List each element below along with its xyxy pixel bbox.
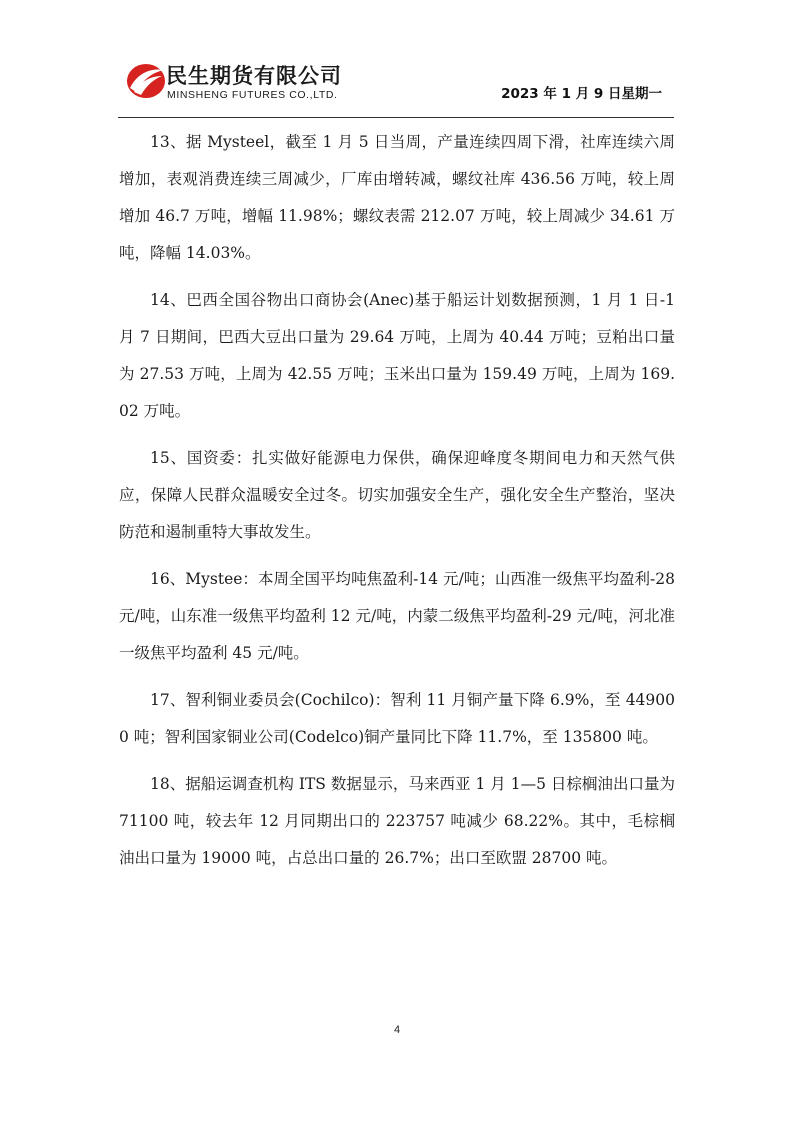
company-logo: [124, 58, 364, 104]
news-item-14: 14、巴西全国谷物出口商协会(Anec)基于船运计划数据预测，1 月 1 日-1 月 7 日期间，巴西大豆出口量为 29.64 万吨，上周为 40.44 万吨；豆粕出口量为 27.53 万吨，上周为 42.55 万吨；玉米出口量为 159.49 万吨，上周为 169.02 万吨。: [119, 291, 675, 420]
page-header: [118, 52, 674, 118]
company-name-en: MINSHENG FUTURES CO.,LTD.: [167, 89, 338, 101]
news-item-17: 17、智利铜业委员会(Cochilco)：智利 11 月铜产量下降 6.9%，至 449000 吨；智利国家铜业公司(Codelco)铜产量同比下降 11.7%，至 135800 吨。: [119, 691, 675, 746]
news-content: [119, 124, 675, 887]
news-item-18: 18、据船运调查机构 ITS 数据显示，马来西亚 1 月 1—5 日棕榈油出口量为 71100 吨，较去年 12 月同期出口的 223757 吨减少 68.22%。其中，毛棕榈油出口量为 19000 吨，占总出口量的 26.7%；出口至欧盟 28700 吨。: [119, 775, 675, 867]
minsheng-logo-icon: [124, 58, 168, 102]
company-name-cn: 民生期货有限公司: [166, 64, 342, 88]
news-item-13: 13、据 Mysteel，截至 1 月 5 日当周，产量连续四周下滑，社库连续六周增加，表观消费连续三周减少，厂库由增转减，螺纹社库 436.56 万吨，较上周增加 46.7 万吨，增幅 11.98%；螺纹表需 212.07 万吨，较上周减少 34.61 万吨，降幅 14.03%。: [119, 133, 675, 262]
report-date: 2023 年 1 月 9 日星期一: [501, 86, 662, 102]
news-item-15: 15、国资委：扎实做好能源电力保供，确保迎峰度冬期间电力和天然气供应，保障人民群众温暖安全过冬。切实加强安全生产，强化安全生产整治，坚决防范和遏制重特大事故发生。: [119, 449, 675, 541]
page-number: 4: [393, 1024, 401, 1036]
news-item-16: 16、Mystee：本周全国平均吨焦盈利-14 元/吨；山西准一级焦平均盈利-28 元/吨，山东准一级焦平均盈利 12 元/吨，内蒙二级焦平均盈利-29 元/吨，河北准一级焦平均盈利 45 元/吨。: [119, 570, 675, 662]
header-divider: [118, 117, 674, 118]
